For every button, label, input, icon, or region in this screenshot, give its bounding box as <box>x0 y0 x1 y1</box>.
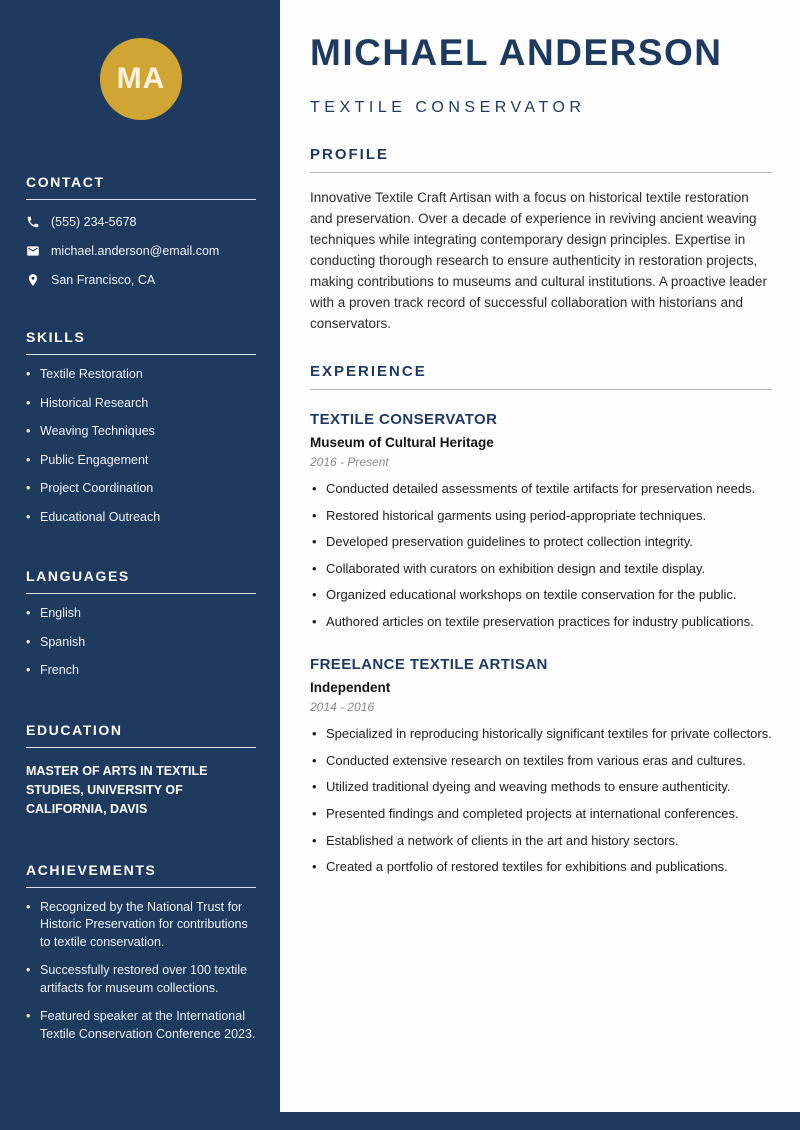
location-icon <box>26 273 40 287</box>
sidebar <box>0 0 280 1130</box>
job-entry <box>310 411 772 630</box>
skill-item: • Public Engagement <box>26 452 256 470</box>
job-bullet: • Presented findings and completed projects at international conferences. <box>310 805 772 823</box>
language-item: • French <box>26 662 256 680</box>
contact-item-phone <box>26 215 256 229</box>
phone-icon <box>26 215 40 229</box>
language-item: • English <box>26 605 256 623</box>
contact-email-text: michael.anderson@email.com <box>51 244 220 258</box>
skills-section <box>26 329 256 526</box>
education-section <box>26 722 256 820</box>
contact-item-email <box>26 244 256 258</box>
main-content <box>280 0 800 1130</box>
languages-heading: LANGUAGES <box>26 568 256 594</box>
skill-item: • Project Coordination <box>26 480 256 498</box>
achievement-item: • Featured speaker at the International Textile Conservation Conference 2023. <box>26 1008 256 1043</box>
job-entry <box>310 656 772 875</box>
skill-item: • Textile Restoration <box>26 366 256 384</box>
job-dates: 2014 - 2016 <box>310 700 375 715</box>
job-title: TEXTILE CONSERVATOR <box>310 411 498 429</box>
achievement-item: • Successfully restored over 100 textile artifacts for museum collections. <box>26 962 256 997</box>
languages-list <box>26 605 256 680</box>
skills-heading: SKILLS <box>26 329 256 355</box>
job-bullet: • Conducted detailed assessments of textile artifacts for preservation needs. <box>310 480 772 498</box>
experience-heading: EXPERIENCE <box>310 363 772 390</box>
achievement-item: • Recognized by the National Trust for Historic Preservation for contributions to textile conservation. <box>26 899 256 952</box>
contact-phone-text: (555) 234-5678 <box>51 215 137 229</box>
job-bullet: • Authored articles on textile preservation practices for industry publications. <box>310 613 772 631</box>
job-company: Independent <box>310 680 391 696</box>
avatar-initials: MA <box>116 62 166 95</box>
profile-heading: PROFILE <box>310 146 772 173</box>
email-icon <box>26 244 40 258</box>
job-bullet-list <box>310 725 772 875</box>
page-title: MICHAEL ANDERSON <box>310 32 723 73</box>
achievements-section <box>26 862 256 1044</box>
job-bullet: • Conducted extensive research on textiles from various eras and cultures. <box>310 752 772 770</box>
language-item: • Spanish <box>26 634 256 652</box>
avatar <box>100 38 182 120</box>
job-bullet-list <box>310 480 772 630</box>
skill-item: • Educational Outreach <box>26 509 256 527</box>
job-company: Museum of Cultural Heritage <box>310 435 494 451</box>
job-bullet: • Created a portfolio of restored textiles for exhibitions and publications. <box>310 858 772 876</box>
job-bullet: • Established a network of clients in the art and history sectors. <box>310 832 772 850</box>
profile-text: Innovative Textile Craft Artisan with a focus on historical textile restoration and preservation. Over a decade of experience in reviving ancient weaving techniques while integrating contemporary design principles. Expertise in conducting thorough research to ensure authenticity in restoration projects, making contributions to museums and cultural institutions. A proactive leader with a proven track record of successful collaboration with historians and conservators. <box>310 189 767 332</box>
contact-section <box>26 174 256 287</box>
contact-location-text: San Francisco, CA <box>51 273 156 287</box>
skill-item: • Historical Research <box>26 395 256 413</box>
job-bullet: • Collaborated with curators on exhibition design and textile display. <box>310 560 772 578</box>
contact-item-location <box>26 273 256 287</box>
achievements-list <box>26 899 256 1044</box>
job-title: FREELANCE TEXTILE ARTISAN <box>310 656 548 674</box>
page-edge-bar <box>280 1112 800 1130</box>
contact-heading: CONTACT <box>26 174 256 200</box>
job-bullet: • Restored historical garments using period-appropriate techniques. <box>310 507 772 525</box>
achievements-heading: ACHIEVEMENTS <box>26 862 256 888</box>
education-heading: EDUCATION <box>26 722 256 748</box>
languages-section <box>26 568 256 680</box>
skills-list <box>26 366 256 526</box>
job-dates: 2016 - Present <box>310 455 389 470</box>
job-bullet: • Organized educational workshops on textile conservation for the public. <box>310 586 772 604</box>
job-bullet: • Utilized traditional dyeing and weaving methods to ensure authenticity. <box>310 778 772 796</box>
skill-item: • Weaving Techniques <box>26 423 256 441</box>
job-bullet: • Developed preservation guidelines to protect collection integrity. <box>310 533 772 551</box>
job-bullet: • Specialized in reproducing historically significant textiles for private collectors. <box>310 725 772 743</box>
education-degree: MASTER OF ARTS IN TEXTILE STUDIES, UNIVERSITY OF CALIFORNIA, DAVIS <box>26 763 208 817</box>
professional-title: TEXTILE CONSERVATOR <box>310 98 586 116</box>
